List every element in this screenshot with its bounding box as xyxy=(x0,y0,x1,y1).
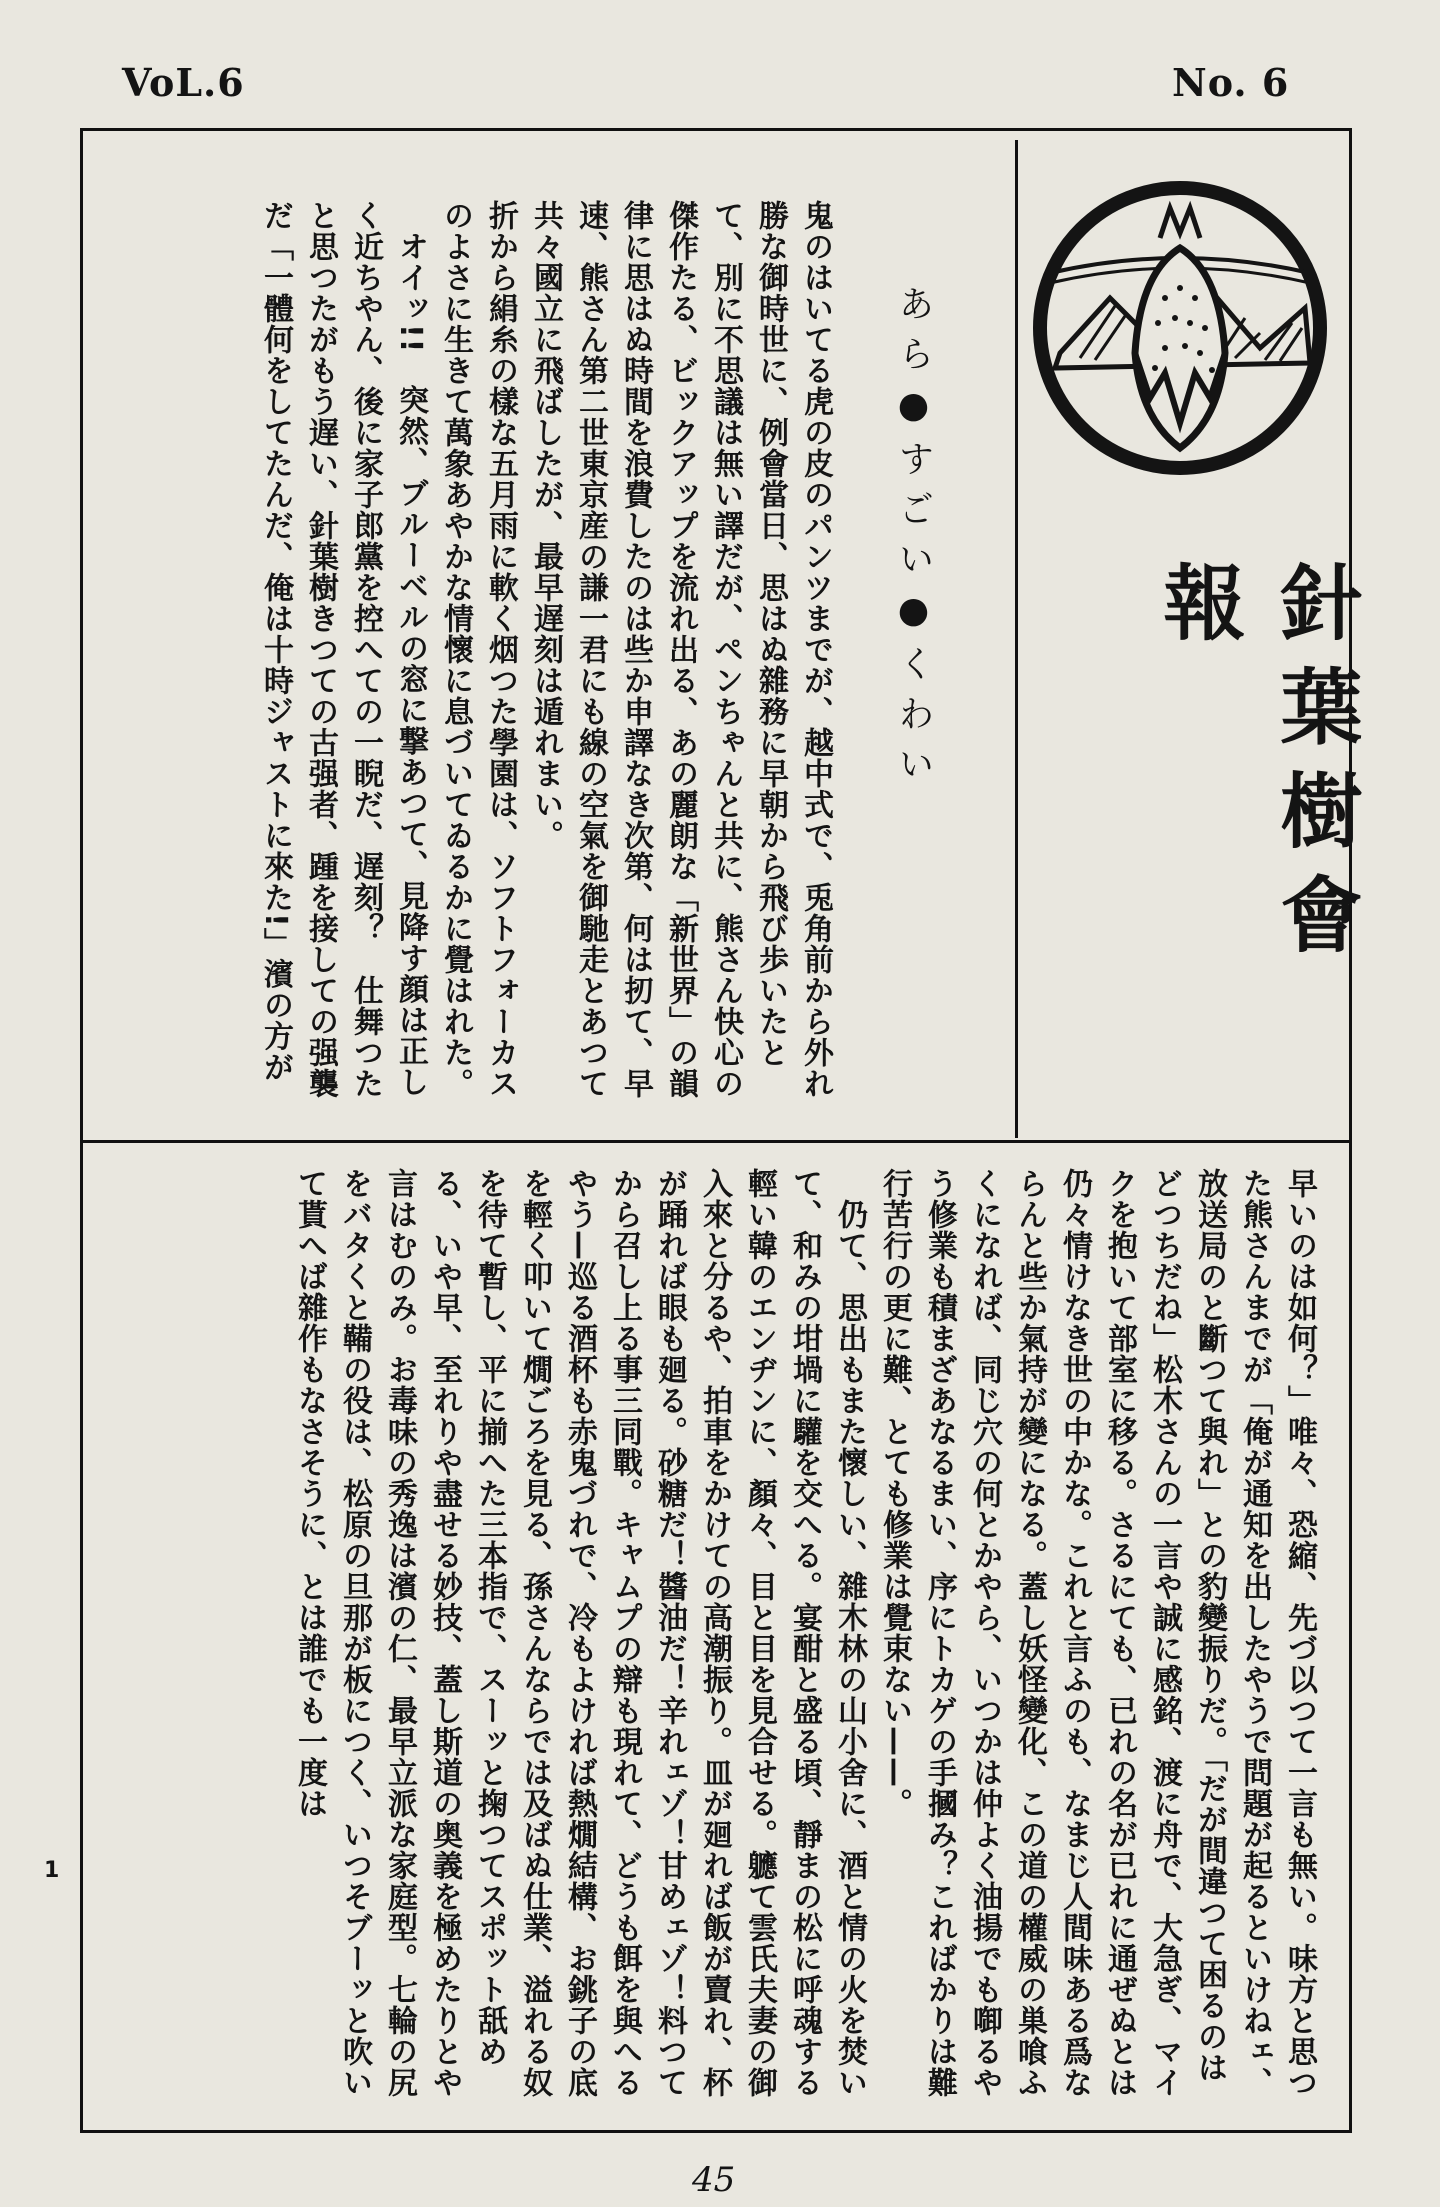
horizontal-divider xyxy=(80,1140,1352,1143)
bellflower-mountain-crest-icon xyxy=(1030,178,1330,478)
issue-number: No. 6 xyxy=(1172,60,1290,105)
article-body-bottom: 早いのは如何？」唯々、恐縮、先づ以つて一言も無い。味方と思つた熊さんまでが「俺が通知を出したやうで問題が起るといけねェ、放送局のと斷つて與れ」との豹變振りだ。「だが間違つて困るのはどつちだね」松木さんの一言や誠に感銘、渡に舟で、大急ぎ、マイクを抱いて部室に移る。さるにても、已れの名が已れに通ぜぬとは仍々情けなき世の中かな。これと言ふのも、なまじ人間味ある爲ならんと些か氣持が變になる。蓋し妖怪變化、この道の權威の巣喰ふくになれば、同じ穴の何とかやら、いつかは仲よく油揚でも啣るやう修業も積まざあなるまい、序にトカゲの手摑み？こればかりは難行苦行の更に難、とても修業は覺束ない——。 仍て、思出もまた懷しい、雜木林の山小舍に、酒と情の火を焚いて、和みの坩堝に驩を交へる。宴酣と盛る頃、靜まの松に呼魂する輕い韓のエンヂンに、顏々、目と目を見合せる。軈て雲氏夫妻の御入來と分るや、拍車をかけての高潮振り。皿が廻れば飯が賣れ、杯が踊れば眼も廻る。砂糖だ！醬油だ！辛れェゾ！甘めェゾ！料つてから召し上る事三同戰。キャムプの辯も現れて、どうも餌を與へるやう—巡る酒杯も赤鬼づれで、冷もよければ熱燗結構、お銚子の底を輕く叩いて燗ごろを見る、孫さんならでは及ばぬ仕業、溢れる奴を待て暫し、平に揃へた三本指で、スーッと掬つてスポット舐める、いや早、至れりや盡せる妙技、蓋し斯道の奥義を極めたりとや言はむのみ。お毒味の秀逸は濱の仁、最早立派な家庭型。七輪の尻をバタくと鞴の役は、松原の旦那が板につく、いつそブーッと吹いて貰へば雜作もなさそうに、とは誰でも一度は xyxy=(292,1168,1317,2098)
volume-label: VoL.6 xyxy=(122,60,245,105)
page-number: 45 xyxy=(692,2160,736,2200)
article-subtitle: あら●すごい●くわい xyxy=(893,285,934,795)
masthead-title: 針葉樹會報 xyxy=(1150,560,1363,976)
side-mark: 1 xyxy=(44,1858,60,1883)
article-body-top: 鬼のはいてる虎の皮のパンツまでが、越中式で、兎角前から外れ勝な御時世に、例會當日、思はぬ雜務に早朝から飛び歩いたとて、別に不思議は無い譯だが、ペンちゃんと共に、熊さん快心の傑作たる、ビックアップを流れ出る、あの麗朗な「新世界」の韻律に思はぬ時間を浪費したのは些か申譯なき次第、何は扨て、早速、熊さん第二世東京産の謙一君にも線の空氣を御馳走とあつて共々國立に飛ばしたが、最早遅刻は遁れまい。 折から絹糸の樣な五月雨に軟く烟つた學園は、ソフトフォーカスのよさに生きて萬象あやかな情懷に息づいてゐるかに覺はれた。 オイッ!! 突然、ブルーベルの窓に撃あつて、見降す顔は正しく近ちやん、後に家子郎黨を控へての一睨だ、遅刻？ 仕舞つたと思つたがもう遅い、針葉樹きつての古强者、踵を接しての强襲だ「一體何をしてたんだ、俺は十時ジャストに來た!」濱の方が xyxy=(258,200,833,1099)
vertical-divider xyxy=(1015,140,1018,1138)
